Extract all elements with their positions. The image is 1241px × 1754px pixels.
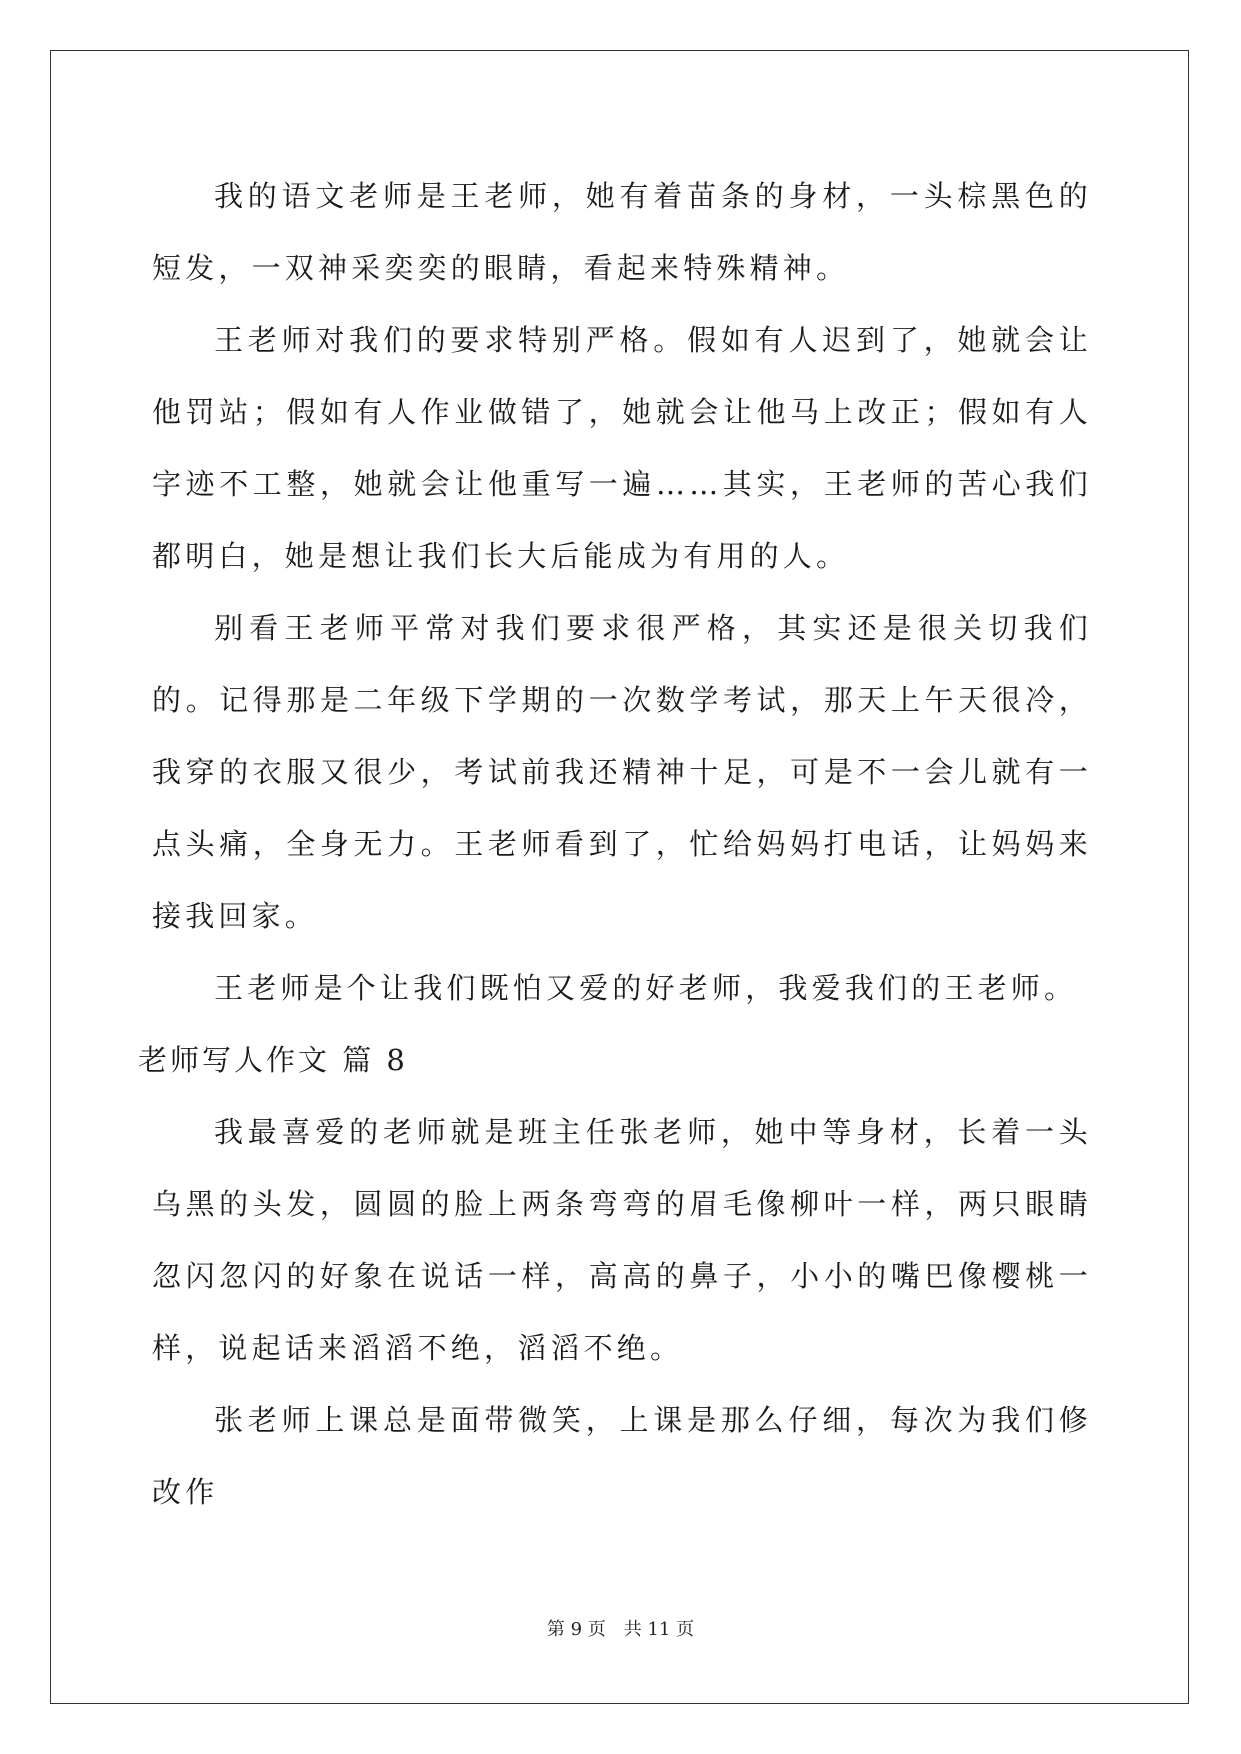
paragraph: 我最喜爱的老师就是班主任张老师，她中等身材，长着一头乌黑的头发，圆圆的脸上两条弯弯的眉毛像柳叶一样，两只眼睛忽闪忽闪的好象在说话一样，高高的鼻子，小小的嘴巴像樱桃一样，说起话来滔滔不绝，滔滔不绝。 (152, 1115, 1092, 1365)
section-heading: 老师写人作文 篇 8 (138, 1043, 408, 1077)
paragraph: 我的语文老师是王老师，她有着苗条的身材，一头棕黑色的短发，一双神采奕奕的眼睛，看起来特殊精神。 (152, 179, 1092, 285)
paragraph: 别看王老师平常对我们要求很严格，其实还是很关切我们的。记得那是二年级下学期的一次数学考试，那天上午天很冷，我穿的衣服又很少，考试前我还精神十足，可是不一会儿就有一点头痛，全身无力。王老师看到了，忙给妈妈打电话，让妈妈来接我回家。 (152, 611, 1092, 933)
page-number: 第 9 页 (546, 1619, 606, 1640)
document-body (138, 160, 1092, 1528)
paragraph: 王老师对我们的要求特别严格。假如有人迟到了，她就会让他罚站；假如有人作业做错了，她就会让他马上改正；假如有人字迹不工整，她就会让他重写一遍……其实，王老师的苦心我们都明白，她是想让我们长大后能成为有用的人。 (152, 323, 1092, 573)
page-footer (0, 1618, 1241, 1642)
paragraph: 张老师上课总是面带微笑，上课是那么仔细，每次为我们修改作 (152, 1403, 1092, 1509)
page-total: 共 11 页 (623, 1619, 695, 1640)
paragraph: 王老师是个让我们既怕又爱的好老师，我爱我们的王老师。 (214, 971, 1078, 1005)
